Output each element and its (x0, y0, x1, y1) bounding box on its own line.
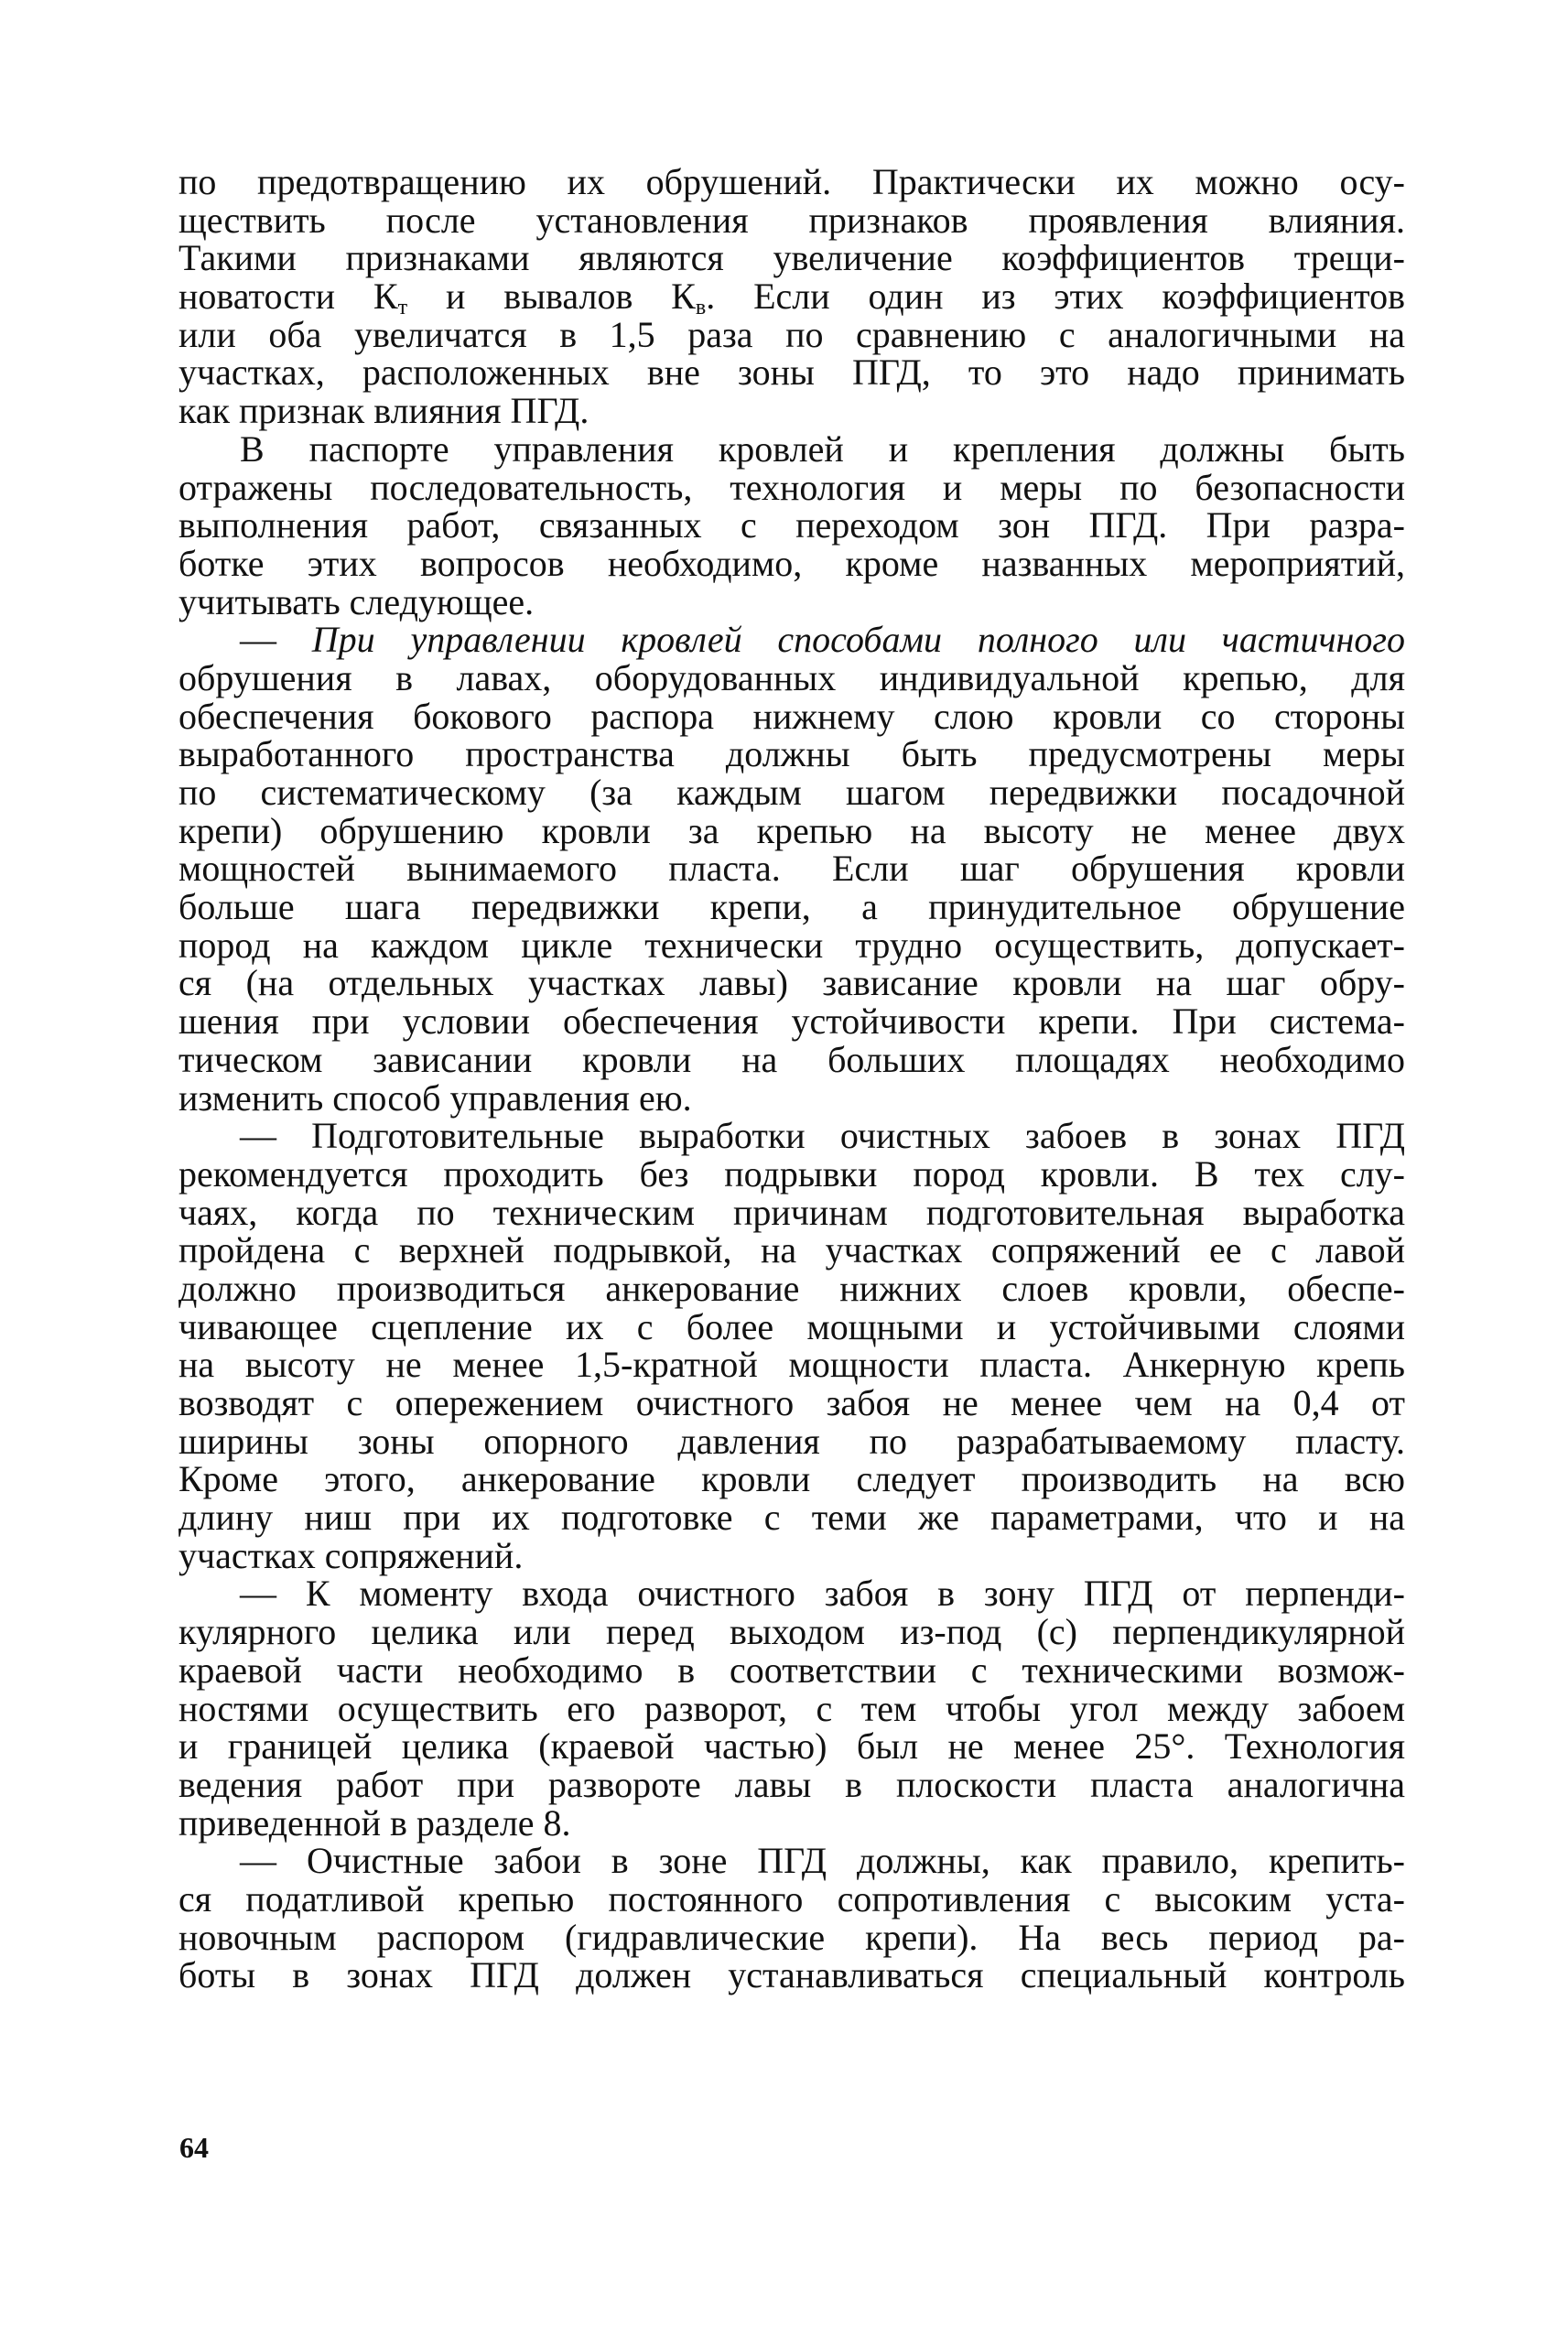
text-line: учитывать следующее. (178, 580, 535, 622)
text-line: ществить после установления признаков проявления влияния. (178, 199, 1405, 241)
page-number: 64 (179, 2131, 209, 2164)
paragraph (178, 1574, 1405, 1842)
text-line: краевой части необходимо в соответствии с техническими возмож- (178, 1649, 1405, 1691)
page-text-block (178, 163, 1405, 1995)
text-line: участках сопряжений. (178, 1534, 524, 1576)
text-line: должно производиться анкерование нижних слоев кровли, обеспе- (178, 1267, 1405, 1309)
paragraph (178, 427, 1405, 622)
paragraph (178, 621, 1405, 1117)
text-line: и границей целика (краевой частью) был не менее 25°. Технология (178, 1725, 1405, 1768)
paragraph (178, 1842, 1405, 1995)
text-line: чивающее сцепление их с более мощными и устойчивыми слоями (178, 1305, 1405, 1347)
text-segment: и вывалов К (407, 276, 696, 318)
text-line: участках, расположенных вне зоны ПГД, то это надо принимать (178, 351, 1405, 394)
text-line: по систематическому (за каждым шагом передвижки посадочной (178, 772, 1405, 813)
text-line: приведенной в разделе 8. (178, 1801, 571, 1844)
text-line: обрушения в лавах, оборудованных индивидуальной крепью, для (178, 656, 1405, 698)
subscript: в (695, 296, 707, 320)
text-line: пройдена с верхней подрывкой, на участках сопряжений ее с лавой (178, 1229, 1405, 1271)
text-line: ведения работ при развороте лавы в плоскости пласта аналогична (178, 1763, 1405, 1805)
text-line: — Очистные забои в зоне ПГД должны, как правило, крепить- (240, 1840, 1405, 1882)
text-line: Такими признаками являются увеличение коэффициентов трещи- (178, 237, 1405, 279)
text-line: шения при условии обеспечения устойчивости крепи. При система- (178, 1000, 1405, 1043)
text-line: — Подготовительные выработки очистных забоев в зонах ПГД (240, 1115, 1405, 1157)
text-line: длину ниш при их подготовке с теми же параметрами, что и на (178, 1497, 1405, 1539)
text-line: ширины зоны опорного давления по разрабатываемому пласту. (178, 1420, 1405, 1462)
text-line: тическом зависании кровли на больших площадях необходимо (178, 1038, 1405, 1080)
text-line: возводят с опережением очистного забоя не менее чем на 0,4 от (178, 1382, 1405, 1423)
text-line: — К моменту входа очистного забоя в зону ПГД от перпенди- (240, 1573, 1405, 1615)
text-line (178, 621, 1405, 659)
text-line: чаях, когда по техническим причинам подготовительная выработка (178, 1191, 1405, 1233)
text-line: новочным распором (гидравлические крепи). На весь период ра- (178, 1916, 1405, 1958)
text-line: рекомендуется проходить без подрывки пород кровли. В тех слу- (178, 1152, 1405, 1195)
text-line: крепи) обрушению кровли за крепью на высоту не менее двух (178, 809, 1405, 851)
text-segment: — (240, 619, 312, 661)
text-line: выработанного пространства должны быть предусмотрены меры (178, 733, 1405, 775)
text-line: пород на каждом цикле технически трудно осуществить, допускает- (178, 924, 1405, 966)
text-segment: При управлении кровлей способами полного или частичного (311, 619, 1405, 661)
text-line: мощностей вынимаемого пласта. Если шаг обрушения кровли (178, 848, 1405, 890)
text-line: обеспечения бокового распора нижнему слою кровли со стороны (178, 695, 1405, 737)
text-line: больше шага передвижки крепи, а принудительное обрушение (178, 886, 1405, 928)
paragraph (178, 1117, 1405, 1574)
text-line: по предотвращению их обрушений. Практически их можно осу- (178, 161, 1405, 202)
text-line: ностями осуществить его разворот, с тем чтобы угол между забоем (178, 1687, 1405, 1729)
text-line: как признак влияния ПГД. (178, 390, 589, 432)
text-line: В паспорте управления кровлей и крепления должны быть (240, 427, 1405, 470)
text-line: ся податливой крепью постоянного сопротивления с высоким уста- (178, 1877, 1405, 1919)
paragraph (178, 163, 1405, 430)
text-line: боты в зонах ПГД должен устанавливаться специальный контроль (178, 1954, 1405, 1996)
text-line: ся (на отдельных участках лавы) зависание кровли на шаг обру- (178, 962, 1405, 1004)
text-line: выполнения работ, связанных с переходом зон ПГД. При разра- (178, 504, 1405, 546)
text-line: отражены последовательность, технология и меры по безопасности (178, 466, 1405, 508)
text-line: на высоту не менее 1,5-кратной мощности пласта. Анкерную крепь (178, 1344, 1405, 1386)
text-line: ботке этих вопросов необходимо, кроме названных мероприятий, (178, 542, 1405, 584)
text-line: изменить способ управления ею. (178, 1076, 692, 1119)
text-segment: . Если один из этих коэффициентов (706, 276, 1405, 318)
text-line: Кроме этого, анкерование кровли следует производить на всю (178, 1458, 1405, 1500)
subscript: т (397, 296, 408, 320)
text-line: или оба увеличатся в 1,5 раза по сравнению с аналогичными на (178, 313, 1405, 355)
text-line: кулярного целика или перед выходом из-под (с) перпендикулярной (178, 1611, 1405, 1653)
text-segment: новатости К (178, 276, 398, 318)
text-line (178, 276, 1405, 320)
